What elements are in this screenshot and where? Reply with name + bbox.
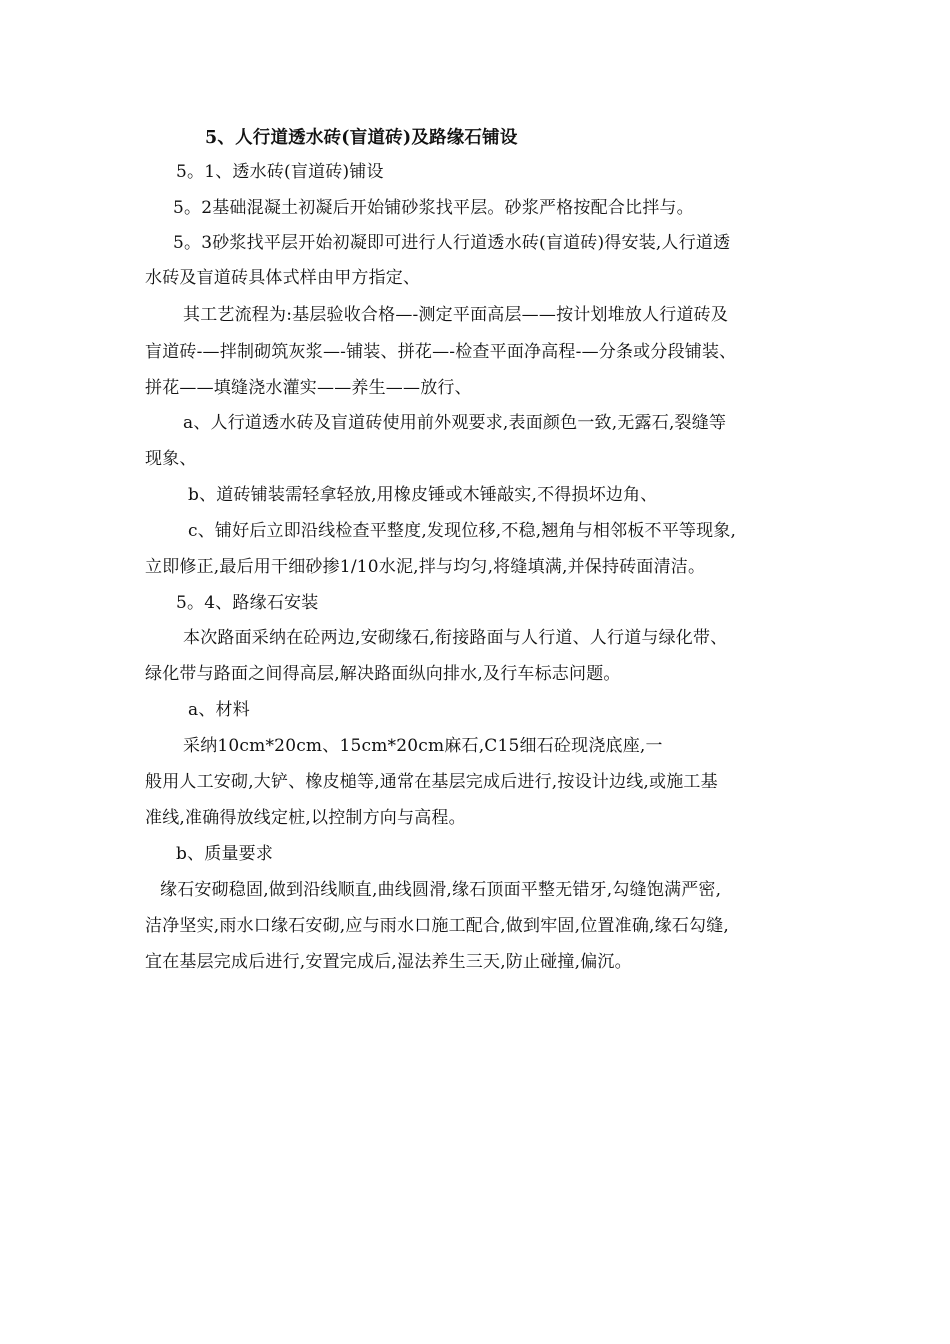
text-line: b、质量要求 — [176, 844, 274, 864]
text-line: 5。1、透水砖(盲道砖)铺设 — [176, 162, 384, 182]
text-line: 水砖及盲道砖具体式样由甲方指定、 — [145, 268, 421, 288]
text-line: c、铺好后立即沿线检查平整度,发现位移,不稳,翘角与相邻板不平等现象, — [188, 521, 737, 541]
text-line: 盲道砖-—拌制砌筑灰浆—-铺装、拼花—-检查平面净高程-—分条或分段铺装、 — [145, 342, 737, 362]
text-line: 缘石安砌稳固,做到沿线顺直,曲线圆滑,缘石顶面平整无错牙,勾缝饱满严密, — [160, 880, 722, 900]
text-line: 绿化带与路面之间得高层,解决路面纵向排水,及行车标志问题。 — [145, 664, 621, 684]
text-line: 准线,准确得放线定桩,以控制方向与高程。 — [145, 808, 466, 828]
text-line: 5。4、路缘石安装 — [176, 593, 319, 613]
text-line: a、材料 — [188, 700, 250, 720]
text-line: 立即修正,最后用干细砂掺1/10水泥,拌与均匀,将缝填满,并保持砖面清洁。 — [145, 557, 706, 577]
section-heading: 5、人行道透水砖(盲道砖)及路缘石铺设 — [205, 128, 518, 148]
text-line: 宜在基层完成后进行,安置完成后,湿法养生三天,防止碰撞,偏沉。 — [145, 952, 632, 972]
text-line: b、道砖铺装需轻拿轻放,用橡皮锤或木锤敲实,不得损坏边角、 — [188, 485, 658, 505]
text-line: 现象、 — [145, 449, 197, 469]
text-line: 其工艺流程为:基层验收合格—-测定平面高层——按计划堆放人行道砖及 — [183, 305, 729, 325]
text-line: 般用人工安砌,大铲、橡皮槌等,通常在基层完成后进行,按设计边线,或施工基 — [145, 772, 718, 792]
text-line: 5。2基础混凝土初凝后开始铺砂浆找平层。砂浆严格按配合比拌与。 — [173, 198, 694, 218]
text-line: 洁净坚实,雨水口缘石安砌,应与雨水口施工配合,做到牢固,位置准确,缘石勾缝, — [145, 916, 730, 936]
text-line: 5。3砂浆找平层开始初凝即可进行人行道透水砖(盲道砖)得安装,人行道透 — [173, 233, 731, 253]
text-line: 拼花——填缝浇水灌实——养生——放行、 — [145, 378, 472, 398]
text-line: 本次路面采纳在砼两边,安砌缘石,衔接路面与人行道、人行道与绿化带、 — [183, 628, 728, 648]
text-line: a、人行道透水砖及盲道砖使用前外观要求,表面颜色一致,无露石,裂缝等 — [183, 413, 727, 433]
text-line: 采纳10cm*20cm、15cm*20cm麻石,C15细石砼现浇底座,一 — [183, 736, 663, 756]
